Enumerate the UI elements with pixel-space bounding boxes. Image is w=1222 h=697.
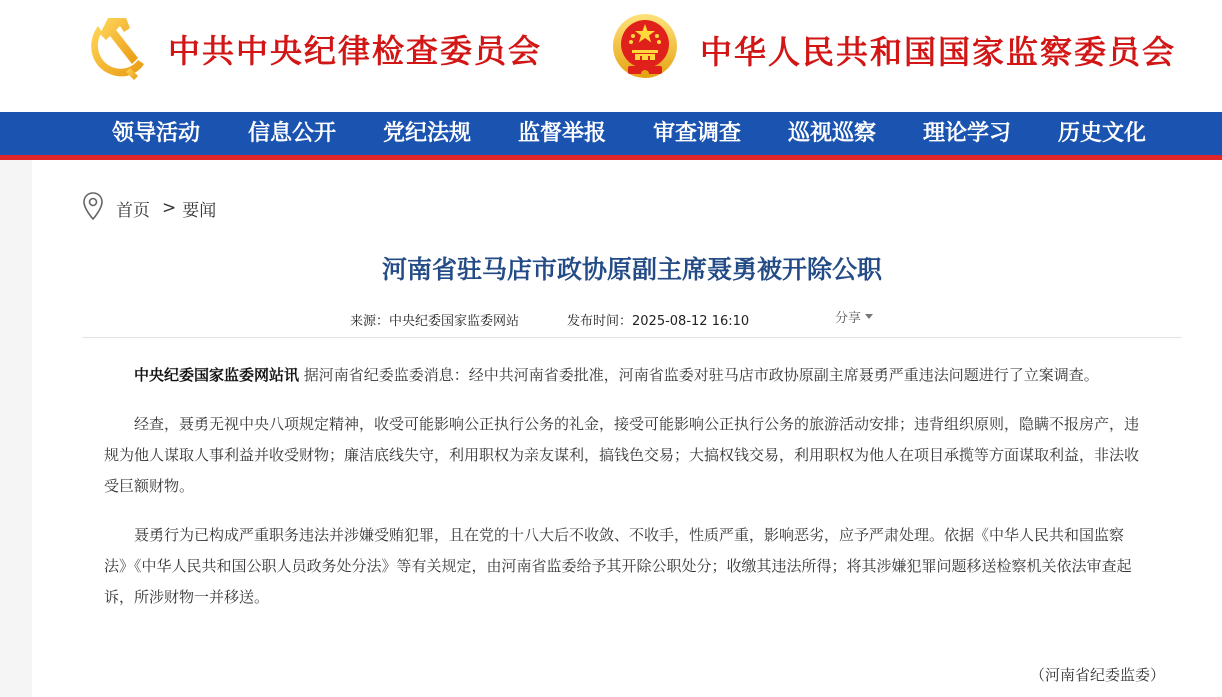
site-header: [0, 0, 1222, 112]
breadcrumb-current-link[interactable]: 要闻: [182, 200, 217, 221]
breadcrumb-separator: >: [162, 198, 177, 218]
paragraph-1-text: 据河南省纪委监委消息：经中共河南省委批准，河南省监委对驻马店市政协原副主席聂勇严重违法问题进行了立案调查。: [303, 366, 1099, 384]
nav-item-leadership[interactable]: 领导活动: [112, 120, 201, 146]
date-value: 2025-08-12 16:10: [632, 314, 750, 329]
source-label: 来源：: [350, 314, 390, 329]
nav-item-reporting[interactable]: 监督举报: [518, 120, 607, 146]
nav-item-history-culture[interactable]: 历史文化: [1058, 120, 1147, 146]
share-button[interactable]: [835, 307, 873, 326]
share-label: 分享: [835, 311, 862, 326]
caret-down-icon: [865, 314, 873, 319]
cpc-commission-title: 中共中央纪律检查委员会: [168, 32, 543, 70]
nav-item-info-disclosure[interactable]: 信息公开: [248, 120, 337, 146]
title-divider: [82, 337, 1182, 338]
national-emblem-icon: [610, 12, 680, 88]
paragraph-3: 聂勇行为已构成严重职务违法并涉嫌受贿犯罪，且在党的十八大后不收敛、不收手，性质严重，影响恶劣，应予严肃处理。依据《中华人民共和国监察法》《中华人民共和国公职人员政务处分法》等有关规定，由河南省监委给予其开除公职处分；收缴其违法所得；将其涉嫌犯罪问题移送检察机关依法审查起诉，所涉财物一并移送。: [104, 526, 1132, 606]
nav-item-regulations[interactable]: 党纪法规: [383, 120, 472, 146]
cpc-logo-link[interactable]: [84, 12, 542, 86]
paragraph-1: [104, 360, 1144, 391]
article-body: [104, 360, 1144, 631]
article-source: [350, 310, 519, 329]
paragraph-2: 经查，聂勇无视中央八项规定精神，收受可能影响公正执行公务的礼金，接受可能影响公正执行公务的旅游活动安排；违背组织原则，隐瞒不报房产，违规为他人谋取人事利益并收受财物；廉洁底线失守，利用职权为亲友谋利，搞钱色交易；大搞权钱交易，利用职权为他人在项目承揽等方面谋取利益，非法收受巨额财物。: [104, 415, 1140, 495]
date-label: 发布时间：: [567, 314, 633, 329]
breadcrumb-home-link[interactable]: 首页: [116, 200, 150, 221]
nsc-logo-link[interactable]: [610, 12, 1176, 88]
nav-item-inspection[interactable]: 巡视巡察: [788, 120, 877, 146]
main-nav: [0, 112, 1222, 160]
nsc-commission-title: 中华人民共和国国家监察委员会: [700, 33, 1177, 71]
article-title: 河南省驻马店市政协原副主席聂勇被开除公职: [381, 255, 882, 284]
hammer-sickle-icon: [84, 12, 150, 86]
source-value: 中央纪委国家监委网站: [389, 314, 520, 329]
article-signoff: （河南省纪委监委）: [1030, 666, 1166, 684]
location-pin-icon: [82, 191, 104, 226]
breadcrumb: [82, 192, 216, 224]
nav-item-investigation[interactable]: 审查调查: [653, 120, 742, 146]
article-date: [567, 310, 749, 329]
lead-text: 中央纪委国家监委网站讯: [134, 366, 300, 384]
nav-item-theory-study[interactable]: 理论学习: [923, 120, 1012, 146]
